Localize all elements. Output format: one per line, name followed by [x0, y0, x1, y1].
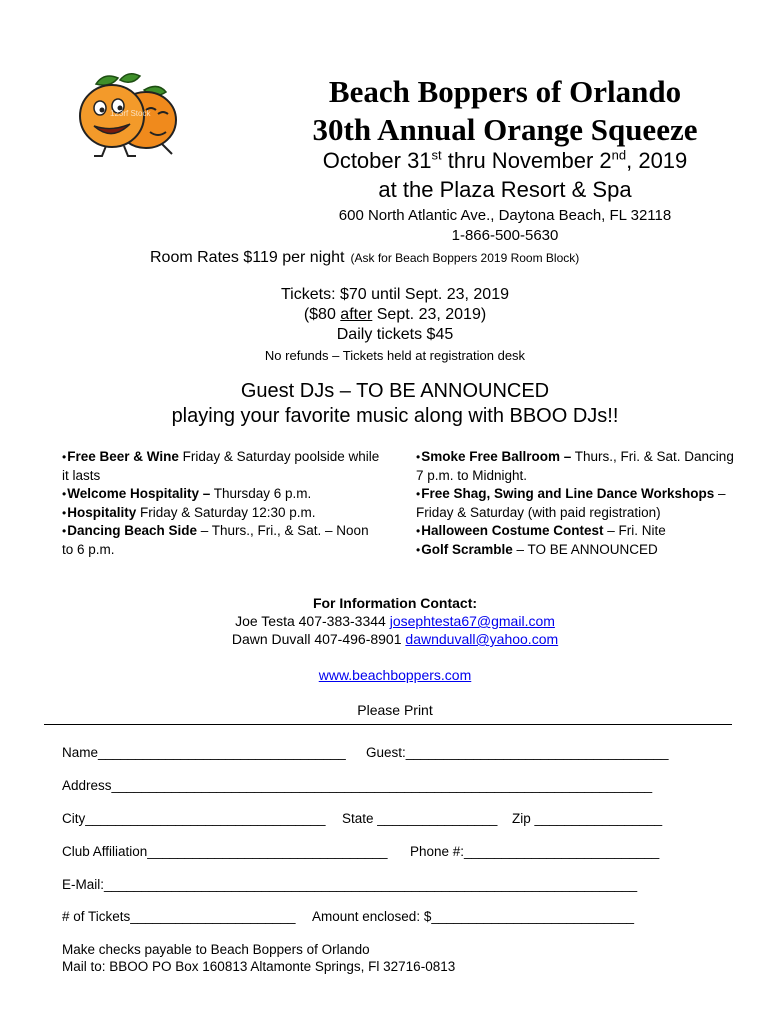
list-item [416, 448, 736, 485]
bullet-icon: • [416, 524, 421, 538]
features-right-list [416, 448, 736, 559]
phone-field[interactable]: Phone #:__________________________ [410, 844, 660, 859]
venue-address: 600 North Atlantic Ave., Daytona Beach, FL 32118 [338, 207, 672, 224]
ticket-late-pre: ($80 [303, 306, 341, 323]
event-title-line-2: 30th Annual Orange Squeeze [312, 112, 698, 147]
email-link-joe[interactable]: josephtesta67@gmail.com [389, 613, 555, 629]
ticket-price-early: Tickets: $70 until Sept. 23, 2019 [281, 286, 509, 303]
bullet-icon: • [416, 542, 421, 557]
feature-text: – Thurs., Fri., & Sat. – Noon to 6 p.m. [62, 523, 369, 557]
payment-footer [62, 941, 455, 975]
form-row-state [342, 810, 497, 828]
event-dates [270, 146, 740, 176]
orange-mascot-logo [66, 70, 186, 160]
feature-bold: Dancing Beach Side [67, 523, 197, 538]
list-item [62, 522, 382, 559]
ticket-late-post: Sept. 23, 2019) [372, 306, 487, 323]
city-field[interactable]: City________________________________ [62, 811, 326, 826]
bullet-icon: • [416, 450, 421, 464]
list-item [416, 485, 736, 522]
feature-bold: Golf Scramble [421, 541, 513, 557]
feature-bold: Smoke Free Ballroom – [421, 449, 572, 464]
feature-bold: Welcome Hospitality – [67, 486, 211, 501]
form-row-guest [366, 744, 669, 762]
feature-bold: Hospitality [67, 504, 137, 520]
club-affiliation-field[interactable]: Club Affiliation________________________________ [62, 844, 388, 859]
name-field[interactable]: Name_________________________________ [62, 745, 346, 760]
num-tickets-field[interactable]: # of Tickets______________________ [62, 909, 296, 924]
contact-info [0, 594, 770, 684]
mail-to-text: Mail to: BBOO PO Box 160813 Altamonte Springs, Fl 32716-0813 [62, 959, 456, 974]
ticket-price-late [0, 305, 770, 325]
dates-start: October 31 [322, 148, 432, 173]
ticket-info [0, 285, 770, 365]
feature-text: – TO BE ANNOUNCED [512, 541, 658, 557]
form-row-city [62, 810, 326, 828]
event-venue: at the Plaza Resort & Spa [378, 177, 632, 202]
bullet-icon: • [62, 505, 67, 520]
room-rates-text: Room Rates $119 per night [150, 249, 345, 266]
contact-dawn [0, 630, 770, 648]
contact-heading: For Information Contact: [312, 595, 478, 611]
feature-text: Friday & Saturday 12:30 p.m. [136, 504, 316, 520]
list-item [62, 448, 382, 485]
form-row-tickets [62, 908, 295, 926]
form-row-amount [312, 908, 634, 926]
form-row-name [62, 744, 346, 762]
feature-bold: Halloween Costume Contest [421, 523, 604, 538]
zip-field[interactable]: Zip _________________ [512, 811, 663, 826]
ticket-refund-note: No refunds – Tickets held at registration desk [264, 348, 526, 363]
guest-djs-line-1: Guest DJs – TO BE ANNOUNCED [240, 380, 550, 402]
form-row-email [62, 876, 637, 894]
form-row-zip [512, 810, 662, 828]
feature-text: Thurs., Fri. & Sat. Dancing 7 p.m. to Midnight. [416, 449, 734, 483]
feature-bold: Free Shag, Swing and Line Dance Workshops [421, 486, 715, 501]
bullet-icon: • [62, 487, 67, 501]
email-link-dawn[interactable]: dawnduvall@yahoo.com [405, 631, 559, 647]
guest-field[interactable]: Guest:___________________________________ [366, 745, 669, 760]
address-field[interactable]: Address________________________________________________________________________ [62, 778, 653, 793]
dates-end: , 2019 [626, 148, 688, 173]
bullet-icon: • [416, 487, 421, 501]
feature-text: – Fri. Nite [603, 523, 666, 538]
list-item [416, 522, 736, 541]
please-print-label: Please Print [357, 702, 433, 718]
ticket-late-underlined: after [340, 306, 373, 323]
checks-payable-text: Make checks payable to Beach Boppers of Orlando [62, 942, 370, 957]
features-left-list [62, 448, 382, 559]
list-item [62, 504, 382, 523]
dates-middle: thru November 2 [441, 148, 612, 173]
ticket-daily: Daily tickets $45 [336, 326, 454, 343]
bullet-icon: • [62, 450, 67, 464]
list-item [62, 485, 382, 504]
contact-joe [0, 612, 770, 630]
feature-text: – Friday & Saturday (with paid registration) [416, 486, 726, 520]
email-field[interactable]: E-Mail:_______________________________________________________________________ [62, 877, 638, 892]
bullet-icon: • [62, 524, 67, 538]
guest-djs-line-2: playing your favorite music along with BBOO DJs!! [171, 405, 619, 427]
event-title-line-1: Beach Boppers of Orlando [328, 74, 682, 109]
room-rates-note: (Ask for Beach Boppers 2019 Room Block) [350, 251, 580, 265]
website-link[interactable]: www.beachboppers.com [318, 667, 472, 683]
divider [44, 724, 732, 725]
venue-phone: 1-866-500-5630 [451, 227, 559, 244]
room-rates [150, 248, 579, 268]
form-row-address [62, 777, 652, 795]
guest-djs [0, 379, 770, 429]
form-row-phone [410, 843, 659, 861]
dates-end-suffix: nd [611, 147, 627, 163]
contact-joe-text: Joe Testa 407-383-3344 [235, 613, 390, 629]
dates-start-suffix: st [431, 147, 442, 163]
amount-enclosed-field[interactable]: Amount enclosed: $___________________________ [312, 909, 635, 924]
feature-text: Thursday 6 p.m. [210, 486, 312, 501]
logo-watermark: 123rf Stock [110, 109, 151, 118]
list-item [416, 541, 736, 560]
feature-text: Friday & Saturday poolside while it lasts [62, 449, 380, 483]
feature-bold: Free Beer & Wine [67, 449, 179, 464]
contact-dawn-text: Dawn Duvall 407-496-8901 [231, 631, 406, 647]
form-row-club [62, 843, 388, 861]
state-field[interactable]: State ________________ [342, 811, 498, 826]
